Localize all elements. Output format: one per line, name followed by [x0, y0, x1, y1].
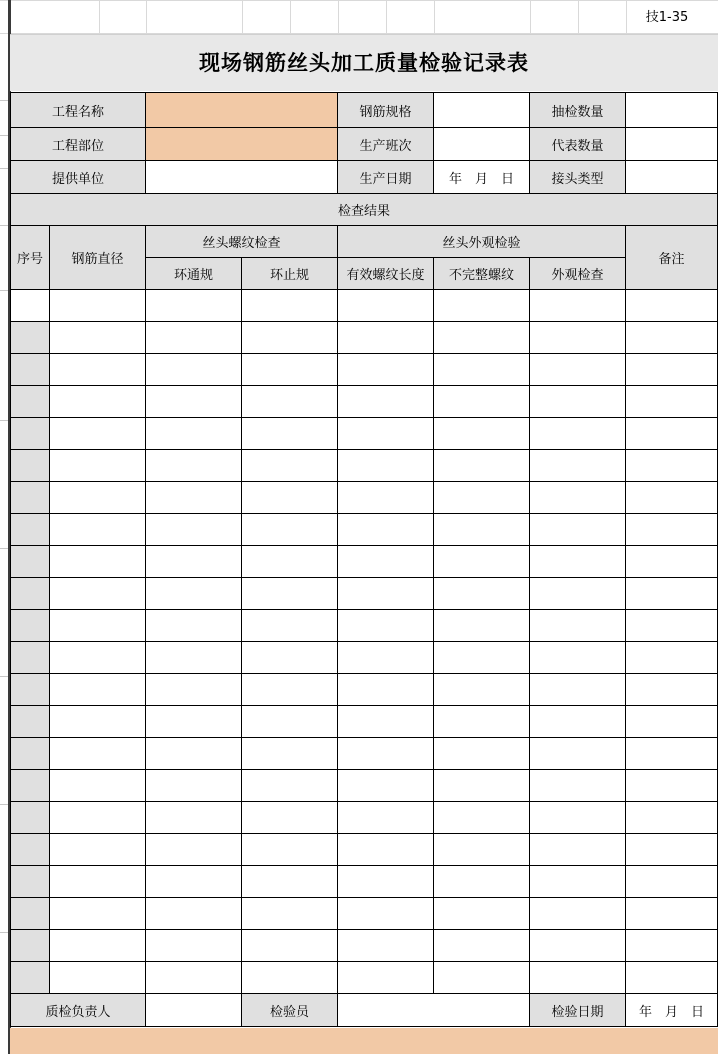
seq-cell[interactable] [11, 674, 50, 706]
remarks-cell[interactable] [626, 866, 718, 898]
table-row [11, 482, 718, 514]
seq-cell[interactable] [11, 898, 50, 930]
diameter-cell[interactable] [50, 450, 146, 482]
go-gauge-cell[interactable] [146, 514, 242, 546]
inspect-date-label: 检验日期 [530, 994, 626, 1027]
incomplete-thread-cell[interactable] [434, 802, 530, 834]
go-gauge-cell[interactable] [146, 546, 242, 578]
seq-cell[interactable] [11, 386, 50, 418]
table-row [11, 354, 718, 386]
go-gauge-cell[interactable] [146, 674, 242, 706]
col-go-gauge-header: 环通规 [146, 258, 242, 290]
remarks-cell[interactable] [626, 834, 718, 866]
col-seq-header: 序号 [11, 226, 50, 290]
thread-length-cell[interactable] [338, 674, 434, 706]
go-gauge-cell[interactable] [146, 802, 242, 834]
seq-cell[interactable] [11, 290, 50, 322]
go-gauge-cell[interactable] [146, 418, 242, 450]
remarks-cell[interactable] [626, 770, 718, 802]
table-row [11, 642, 718, 674]
appearance-cell[interactable] [530, 514, 626, 546]
nogo-gauge-cell[interactable] [242, 834, 338, 866]
remarks-cell[interactable] [626, 962, 718, 994]
col-remarks-header: 备注 [626, 226, 718, 290]
thread-length-cell[interactable] [338, 898, 434, 930]
table-row [11, 738, 718, 770]
appearance-cell[interactable] [530, 930, 626, 962]
diameter-cell[interactable] [50, 770, 146, 802]
table-row [11, 610, 718, 642]
page-title: 现场钢筋丝头加工质量检验记录表 [199, 51, 529, 75]
inspect-date-input[interactable]: 年 月 日 [626, 994, 718, 1027]
data-rows [11, 290, 718, 994]
go-gauge-cell[interactable] [146, 578, 242, 610]
go-gauge-cell[interactable] [146, 738, 242, 770]
incomplete-thread-cell[interactable] [434, 674, 530, 706]
remarks-cell[interactable] [626, 930, 718, 962]
appearance-cell[interactable] [530, 802, 626, 834]
thread-length-cell[interactable] [338, 962, 434, 994]
diameter-cell[interactable] [50, 290, 146, 322]
col-thread-length-header: 有效螺纹长度 [338, 258, 434, 290]
seq-cell[interactable] [11, 578, 50, 610]
nogo-gauge-cell[interactable] [242, 930, 338, 962]
table-row [11, 930, 718, 962]
inspector-input[interactable] [338, 994, 530, 1027]
thread-length-cell[interactable] [338, 482, 434, 514]
seq-cell[interactable] [11, 802, 50, 834]
table-row [11, 546, 718, 578]
info-row-1 [11, 93, 718, 128]
remarks-cell[interactable] [626, 674, 718, 706]
col-appearance-header: 外观检查 [530, 258, 626, 290]
sample-qty-label: 抽检数量 [530, 93, 626, 128]
thread-length-cell[interactable] [338, 930, 434, 962]
seq-cell[interactable] [11, 610, 50, 642]
go-gauge-cell[interactable] [146, 386, 242, 418]
footer-row [11, 994, 718, 1027]
appearance-cell[interactable] [530, 290, 626, 322]
diameter-cell[interactable] [50, 642, 146, 674]
project-name-input[interactable] [146, 93, 338, 128]
diameter-cell[interactable] [50, 706, 146, 738]
incomplete-thread-cell[interactable] [434, 642, 530, 674]
thread-length-cell[interactable] [338, 386, 434, 418]
prod-date-input[interactable]: 年 月 日 [434, 161, 530, 194]
table-row [11, 450, 718, 482]
rebar-spec-label: 钢筋规格 [338, 93, 434, 128]
table-row [11, 834, 718, 866]
supplier-label: 提供单位 [11, 161, 146, 194]
diameter-cell[interactable] [50, 546, 146, 578]
go-gauge-cell[interactable] [146, 290, 242, 322]
thread-length-cell[interactable] [338, 642, 434, 674]
diameter-cell[interactable] [50, 418, 146, 450]
joint-type-input[interactable] [626, 161, 718, 194]
appearance-cell[interactable] [530, 738, 626, 770]
col-appearance-check-header: 丝头外观检验 [338, 226, 626, 258]
diameter-cell[interactable] [50, 514, 146, 546]
incomplete-thread-cell[interactable] [434, 354, 530, 386]
appearance-cell[interactable] [530, 706, 626, 738]
appearance-cell[interactable] [530, 322, 626, 354]
thread-length-cell[interactable] [338, 738, 434, 770]
nogo-gauge-cell[interactable] [242, 322, 338, 354]
seq-cell[interactable] [11, 706, 50, 738]
diameter-cell[interactable] [50, 354, 146, 386]
appearance-cell[interactable] [530, 866, 626, 898]
go-gauge-cell[interactable] [146, 770, 242, 802]
thread-length-cell[interactable] [338, 834, 434, 866]
diameter-cell[interactable] [50, 802, 146, 834]
thread-length-cell[interactable] [338, 802, 434, 834]
nogo-gauge-cell[interactable] [242, 898, 338, 930]
incomplete-thread-cell[interactable] [434, 930, 530, 962]
diameter-cell[interactable] [50, 738, 146, 770]
nogo-gauge-cell[interactable] [242, 866, 338, 898]
remarks-cell[interactable] [626, 578, 718, 610]
remarks-cell[interactable] [626, 738, 718, 770]
go-gauge-cell[interactable] [146, 866, 242, 898]
table-row [11, 578, 718, 610]
appearance-cell[interactable] [530, 834, 626, 866]
nogo-gauge-cell[interactable] [242, 642, 338, 674]
seq-cell[interactable] [11, 546, 50, 578]
appearance-cell[interactable] [530, 578, 626, 610]
remarks-cell[interactable] [626, 546, 718, 578]
incomplete-thread-cell[interactable] [434, 962, 530, 994]
seq-cell[interactable] [11, 930, 50, 962]
info-row-3 [11, 161, 718, 194]
col-nogo-gauge-header: 环止规 [242, 258, 338, 290]
appearance-cell[interactable] [530, 482, 626, 514]
col-diameter-header: 钢筋直径 [50, 226, 146, 290]
diameter-cell[interactable] [50, 578, 146, 610]
go-gauge-cell[interactable] [146, 706, 242, 738]
thread-length-cell[interactable] [338, 290, 434, 322]
appearance-cell[interactable] [530, 898, 626, 930]
diameter-cell[interactable] [50, 322, 146, 354]
diameter-cell[interactable] [50, 898, 146, 930]
appearance-cell[interactable] [530, 386, 626, 418]
seq-cell[interactable] [11, 354, 50, 386]
incomplete-thread-cell[interactable] [434, 898, 530, 930]
seq-cell[interactable] [11, 322, 50, 354]
nogo-gauge-cell[interactable] [242, 738, 338, 770]
incomplete-thread-cell[interactable] [434, 578, 530, 610]
seq-cell[interactable] [11, 514, 50, 546]
incomplete-thread-cell[interactable] [434, 610, 530, 642]
diameter-cell[interactable] [50, 482, 146, 514]
go-gauge-cell[interactable] [146, 450, 242, 482]
diameter-cell[interactable] [50, 610, 146, 642]
remarks-cell[interactable] [626, 386, 718, 418]
go-gauge-cell[interactable] [146, 962, 242, 994]
go-gauge-cell[interactable] [146, 482, 242, 514]
table-row [11, 898, 718, 930]
appearance-cell[interactable] [530, 354, 626, 386]
remarks-cell[interactable] [626, 642, 718, 674]
appearance-cell[interactable] [530, 418, 626, 450]
remarks-cell[interactable] [626, 514, 718, 546]
thread-length-cell[interactable] [338, 450, 434, 482]
nogo-gauge-cell[interactable] [242, 706, 338, 738]
nogo-gauge-cell[interactable] [242, 610, 338, 642]
rebar-spec-input[interactable] [434, 93, 530, 128]
nogo-gauge-cell[interactable] [242, 962, 338, 994]
nogo-gauge-cell[interactable] [242, 514, 338, 546]
remarks-cell[interactable] [626, 450, 718, 482]
go-gauge-cell[interactable] [146, 610, 242, 642]
table-row [11, 514, 718, 546]
incomplete-thread-cell[interactable] [434, 482, 530, 514]
thread-length-cell[interactable] [338, 354, 434, 386]
incomplete-thread-cell[interactable] [434, 418, 530, 450]
diameter-cell[interactable] [50, 386, 146, 418]
thread-length-cell[interactable] [338, 322, 434, 354]
go-gauge-cell[interactable] [146, 322, 242, 354]
appearance-cell[interactable] [530, 962, 626, 994]
results-title: 检查结果 [11, 194, 718, 226]
incomplete-thread-cell[interactable] [434, 514, 530, 546]
appearance-cell[interactable] [530, 642, 626, 674]
rep-qty-label: 代表数量 [530, 128, 626, 161]
incomplete-thread-cell[interactable] [434, 322, 530, 354]
diameter-cell[interactable] [50, 962, 146, 994]
table-row [11, 706, 718, 738]
go-gauge-cell[interactable] [146, 930, 242, 962]
seq-cell[interactable] [11, 642, 50, 674]
incomplete-thread-cell[interactable] [434, 706, 530, 738]
table-row [11, 290, 718, 322]
seq-cell[interactable] [11, 770, 50, 802]
incomplete-thread-cell[interactable] [434, 450, 530, 482]
seq-cell[interactable] [11, 962, 50, 994]
remarks-cell[interactable] [626, 418, 718, 450]
seq-cell[interactable] [11, 450, 50, 482]
appearance-cell[interactable] [530, 770, 626, 802]
go-gauge-cell[interactable] [146, 834, 242, 866]
diameter-cell[interactable] [50, 930, 146, 962]
inspector-label: 检验员 [242, 994, 338, 1027]
nogo-gauge-cell[interactable] [242, 482, 338, 514]
seq-cell[interactable] [11, 866, 50, 898]
remarks-cell[interactable] [626, 482, 718, 514]
incomplete-thread-cell[interactable] [434, 738, 530, 770]
diameter-cell[interactable] [50, 674, 146, 706]
nogo-gauge-cell[interactable] [242, 674, 338, 706]
shift-label: 生产班次 [338, 128, 434, 161]
appearance-cell[interactable] [530, 674, 626, 706]
nogo-gauge-cell[interactable] [242, 290, 338, 322]
joint-type-label: 接头类型 [530, 161, 626, 194]
remarks-cell[interactable] [626, 322, 718, 354]
thread-length-cell[interactable] [338, 770, 434, 802]
column-header-row-1 [11, 226, 718, 258]
qc-manager-input[interactable] [146, 994, 242, 1027]
thread-length-cell[interactable] [338, 514, 434, 546]
bottom-shaded-row [10, 1028, 718, 1054]
project-name-label: 工程名称 [11, 93, 146, 128]
thread-length-cell[interactable] [338, 866, 434, 898]
results-title-row [11, 194, 718, 226]
nogo-gauge-cell[interactable] [242, 770, 338, 802]
incomplete-thread-cell[interactable] [434, 834, 530, 866]
appearance-cell[interactable] [530, 546, 626, 578]
go-gauge-cell[interactable] [146, 642, 242, 674]
go-gauge-cell[interactable] [146, 898, 242, 930]
seq-cell[interactable] [11, 482, 50, 514]
incomplete-thread-cell[interactable] [434, 770, 530, 802]
project-part-label: 工程部位 [11, 128, 146, 161]
table-row [11, 418, 718, 450]
table-row [11, 674, 718, 706]
table-row [11, 802, 718, 834]
remarks-cell[interactable] [626, 610, 718, 642]
table-row [11, 770, 718, 802]
nogo-gauge-cell[interactable] [242, 354, 338, 386]
remarks-cell[interactable] [626, 290, 718, 322]
appearance-cell[interactable] [530, 610, 626, 642]
rep-qty-input[interactable] [626, 128, 718, 161]
table-row [11, 386, 718, 418]
col-thread-check-header: 丝头螺纹检查 [146, 226, 338, 258]
project-part-input[interactable] [146, 128, 338, 161]
col-incomplete-thread-header: 不完整螺纹 [434, 258, 530, 290]
diameter-cell[interactable] [50, 866, 146, 898]
nogo-gauge-cell[interactable] [242, 386, 338, 418]
nogo-gauge-cell[interactable] [242, 578, 338, 610]
qc-manager-label: 质检负责人 [11, 994, 146, 1027]
remarks-cell[interactable] [626, 802, 718, 834]
incomplete-thread-cell[interactable] [434, 290, 530, 322]
inspection-form-table [10, 92, 718, 1027]
prod-date-label: 生产日期 [338, 161, 434, 194]
thread-length-cell[interactable] [338, 418, 434, 450]
thread-length-cell[interactable] [338, 578, 434, 610]
supplier-input[interactable] [146, 161, 338, 194]
incomplete-thread-cell[interactable] [434, 866, 530, 898]
nogo-gauge-cell[interactable] [242, 418, 338, 450]
info-row-2 [11, 128, 718, 161]
incomplete-thread-cell[interactable] [434, 546, 530, 578]
appearance-cell[interactable] [530, 450, 626, 482]
table-row [11, 866, 718, 898]
thread-length-cell[interactable] [338, 546, 434, 578]
sample-qty-input[interactable] [626, 93, 718, 128]
nogo-gauge-cell[interactable] [242, 802, 338, 834]
form-code: 技1-35 [645, 10, 689, 25]
thread-length-cell[interactable] [338, 610, 434, 642]
seq-cell[interactable] [11, 738, 50, 770]
nogo-gauge-cell[interactable] [242, 546, 338, 578]
incomplete-thread-cell[interactable] [434, 386, 530, 418]
remarks-cell[interactable] [626, 706, 718, 738]
remarks-cell[interactable] [626, 354, 718, 386]
seq-cell[interactable] [11, 418, 50, 450]
diameter-cell[interactable] [50, 834, 146, 866]
remarks-cell[interactable] [626, 898, 718, 930]
table-row [11, 962, 718, 994]
nogo-gauge-cell[interactable] [242, 450, 338, 482]
go-gauge-cell[interactable] [146, 354, 242, 386]
thread-length-cell[interactable] [338, 706, 434, 738]
seq-cell[interactable] [11, 834, 50, 866]
table-row [11, 322, 718, 354]
shift-input[interactable] [434, 128, 530, 161]
